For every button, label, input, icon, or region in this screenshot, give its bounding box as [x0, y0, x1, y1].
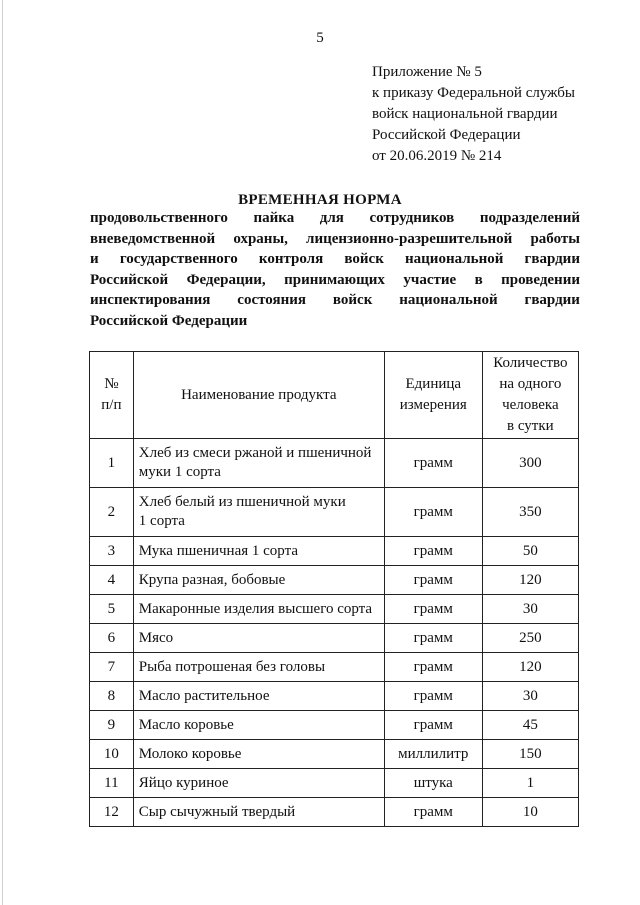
cell-unit: грамм	[384, 653, 482, 682]
cell-product-name	[133, 711, 384, 740]
subtitle-word: продовольственного	[90, 210, 228, 226]
cell-unit: миллилитр	[384, 740, 482, 769]
cell-product-name	[133, 537, 384, 566]
cell-product-name	[133, 653, 384, 682]
cell-number: 5	[90, 595, 134, 624]
cell-quantity: 10	[482, 798, 578, 827]
scan-edge-line	[2, 0, 3, 905]
subtitle-word: принимающих	[284, 271, 385, 288]
page-number: 5	[316, 30, 324, 46]
subtitle-line	[90, 208, 580, 229]
cell-unit: грамм	[384, 566, 482, 595]
header-product-name	[133, 352, 384, 439]
header-quantity	[482, 352, 578, 439]
product-name-line: Рыба потрошеная без головы	[138, 658, 326, 675]
subtitle-word: работы	[530, 230, 580, 247]
product-name-line: Сыр сычужный твердый	[138, 803, 296, 820]
subtitle-word: Российской	[90, 271, 169, 288]
product-name-line: Крупа разная, бобовые	[138, 571, 286, 588]
subtitle-word: пайка	[253, 210, 295, 226]
table-row	[90, 595, 579, 624]
subtitle-word: охраны,	[233, 230, 288, 247]
header-text-line: человека	[502, 397, 559, 413]
subtitle-line	[90, 270, 580, 291]
document-title: ВРЕМЕННАЯ НОРМА	[238, 192, 402, 208]
header-text-line: в сутки	[507, 418, 554, 434]
cell-quantity: 150	[482, 740, 578, 769]
ration-norm-table	[89, 351, 579, 827]
product-name-line: Мясо	[138, 629, 174, 646]
subtitle-line	[90, 311, 580, 332]
cell-number: 12	[90, 798, 134, 827]
appendix-line: Приложение № 5	[372, 64, 482, 80]
subtitle-word: сотрудников	[369, 210, 455, 226]
cell-number: 4	[90, 566, 134, 595]
subtitle-word: инспектирования	[90, 292, 211, 308]
cell-product-name	[133, 439, 384, 488]
product-name-line: Мука пшеничная 1 сорта	[138, 542, 298, 559]
cell-number: 10	[90, 740, 134, 769]
cell-quantity: 1	[482, 769, 578, 798]
appendix-line: Российской Федерации	[372, 127, 521, 143]
product-name-line: Хлеб белый из пшеничной муки	[138, 494, 346, 510]
subtitle-word: национальной	[405, 251, 504, 267]
product-name-line: муки 1 сорта	[138, 464, 221, 480]
cell-unit: грамм	[384, 595, 482, 624]
table-row	[90, 740, 579, 769]
table-row	[90, 488, 579, 537]
cell-product-name	[133, 624, 384, 653]
product-name-line: Масло коровье	[138, 716, 234, 733]
table-row	[90, 566, 579, 595]
cell-product-name	[133, 595, 384, 624]
subtitle-word: лицензионно-разрешительной	[306, 230, 513, 247]
cell-product-name	[133, 769, 384, 798]
cell-product-name	[133, 798, 384, 827]
header-text-line: измерения	[399, 397, 467, 413]
table-row	[90, 798, 579, 827]
subtitle-word: Российской Федерации	[90, 312, 248, 329]
subtitle-word: войск	[344, 251, 384, 267]
cell-product-name	[133, 682, 384, 711]
table-row	[90, 624, 579, 653]
product-name-line: Масло растительное	[138, 687, 270, 704]
table-row	[90, 653, 579, 682]
table-row	[90, 682, 579, 711]
cell-number: 6	[90, 624, 134, 653]
appendix-line: от 20.06.2019 № 214	[372, 148, 502, 164]
cell-quantity: 120	[482, 566, 578, 595]
subtitle-word: гвардии	[524, 251, 580, 267]
cell-quantity: 45	[482, 711, 578, 740]
header-text-line: п/п	[101, 397, 122, 413]
cell-unit: грамм	[384, 624, 482, 653]
cell-unit: грамм	[384, 488, 482, 537]
product-name-line: 1 сорта	[138, 513, 185, 529]
subtitle-word: участие	[403, 271, 457, 288]
header-text-line: Количество	[493, 355, 568, 371]
product-name-line: Молоко коровье	[138, 745, 242, 762]
appendix-block	[372, 62, 612, 167]
cell-quantity: 250	[482, 624, 578, 653]
cell-unit: штука	[384, 769, 482, 798]
cell-product-name	[133, 566, 384, 595]
cell-number: 2	[90, 488, 134, 537]
subtitle-line	[90, 229, 580, 250]
subtitle-word: вневедомственной	[90, 230, 216, 247]
header-text-line: Наименование продукта	[181, 386, 337, 403]
appendix-line: к приказу Федеральной службы	[372, 85, 576, 101]
subtitle-line	[90, 249, 580, 270]
table-row	[90, 439, 579, 488]
table-row	[90, 769, 579, 798]
subtitle-word: государственного	[119, 251, 238, 267]
cell-quantity: 300	[482, 439, 578, 488]
subtitle-word: войск	[332, 292, 373, 308]
cell-quantity: 350	[482, 488, 578, 537]
table-row	[90, 711, 579, 740]
cell-unit: грамм	[384, 682, 482, 711]
cell-unit: грамм	[384, 537, 482, 566]
document-subtitle	[90, 208, 580, 331]
appendix-line: войск национальной гвардии	[372, 106, 558, 122]
cell-product-name	[133, 488, 384, 537]
cell-unit: грамм	[384, 711, 482, 740]
product-name-line: Макаронные изделия высшего сорта	[138, 600, 373, 617]
cell-unit: грамм	[384, 798, 482, 827]
header-text-line: №	[104, 376, 119, 392]
cell-number: 7	[90, 653, 134, 682]
cell-number: 1	[90, 439, 134, 488]
header-unit	[384, 352, 482, 439]
cell-quantity: 50	[482, 537, 578, 566]
cell-number: 9	[90, 711, 134, 740]
subtitle-word: национальной	[399, 292, 498, 308]
cell-number: 3	[90, 537, 134, 566]
table-header-row	[90, 352, 579, 439]
table-row	[90, 537, 579, 566]
subtitle-word: состояния	[237, 292, 306, 308]
subtitle-word: и	[90, 251, 99, 267]
subtitle-word: для	[319, 210, 344, 226]
header-text-line: Единица	[405, 376, 462, 392]
subtitle-word: гвардии	[524, 292, 580, 308]
cell-unit: грамм	[384, 439, 482, 488]
cell-quantity: 30	[482, 682, 578, 711]
cell-number: 11	[90, 769, 134, 798]
cell-quantity: 30	[482, 595, 578, 624]
product-name-line: Яйцо куриное	[138, 774, 229, 791]
subtitle-line	[90, 290, 580, 311]
product-name-line: Хлеб из смеси ржаной и пшеничной	[138, 445, 372, 461]
subtitle-word: в	[474, 271, 483, 288]
cell-quantity: 120	[482, 653, 578, 682]
subtitle-word: проведении	[501, 271, 580, 288]
subtitle-word: подразделений	[479, 210, 580, 226]
cell-product-name	[133, 740, 384, 769]
header-number	[90, 352, 134, 439]
header-text-line: на одного	[499, 376, 562, 392]
subtitle-word: Федерации,	[186, 271, 266, 288]
cell-number: 8	[90, 682, 134, 711]
subtitle-word: контроля	[258, 251, 324, 267]
